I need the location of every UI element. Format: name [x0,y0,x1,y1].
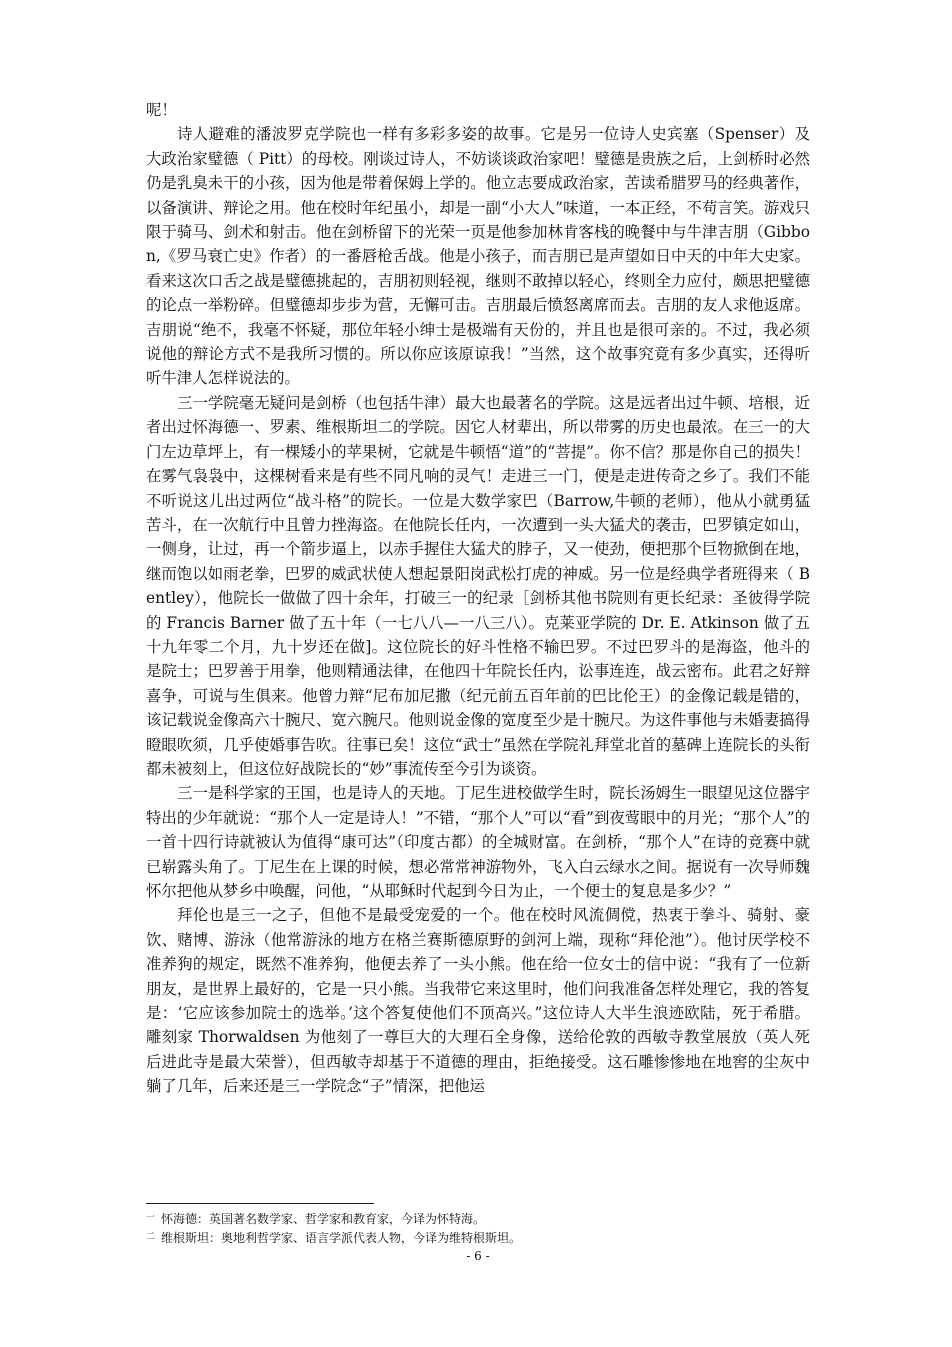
footnote-marker: 一 [146,1213,156,1223]
footnote-text: 怀海德：英国著名数学家、哲学家和教育家，今译为怀特海。 [161,1212,486,1226]
paragraph-trinity: 三一学院毫无疑问是剑桥（也包括牛津）最大也最著名的学院。这是远者出过牛顿、培根，近者出过怀海德一、罗素、维根斯坦二的学院。因它人材辈出，所以带雾的历史也最浓。在三一的大门左边草坪上，有一棵矮小的苹果树，它就是牛顿悟“道”的“菩提”。你不信？那是你自己的损失！在雾气袅袅中，这棵树看来是有些不同凡响的灵气！走进三一门，便是走进传奇之乡了。我们不能不听说这儿出过两位“战斗格”的院长。一位是大数学家巴（Barrow,牛顿的老师），他从小就勇猛苦斗，在一次航行中且曾力挫海盗。在他院长任内，一次遭到一头大猛犬的袭击，巴罗镇定如山，一侧身，让过，再一个箭步逼上，以赤手握住大猛犬的脖子，又一使劲，便把那个巨物掀倒在地，继而饱以如雨老拳，巴罗的威武状使人想起景阳岗武松打虎的神威。另一位是经典学者班得来（ Bentley），他院长一做做了四十余年，打破三一的纪录［剑桥其他书院则有更长纪录：圣彼得学院的 Francis Barner 做了五十年（一七八八—一八三八）。克莱亚学院的 Dr. E. Atkinson 做了五十九年零二个月，九十岁还在做]。这位院长的好斗性格不输巴罗。不过巴罗斗的是海盗，他斗的是院士；巴罗善于用拳，他则精通法律，在他四十年院长任内，讼事连连，战云密布。此君之好辩喜争，可说与生俱来。他曾力辩“尼布加尼撒（纪元前五百年前的巴比伦王）的金像记载是错的，该记载说金像高六十腕尺、宽六腕尺。他则说金像的宽度至少是十腕尺。为这件事他与未婚妻搞得瞪眼吹须，几乎使婚事告吹。往事已矣！这位“武士”虽然在学院礼拜堂北首的墓碑上连院长的头衔都未被刻上，但这位好战院长的“妙”事流传至今引为谈资。 [146,393,810,778]
footnotes [146,1209,810,1247]
footnote-text: 维根斯坦：奥地利哲学家、语言学派代表人物，今译为维特根斯坦。 [161,1231,522,1245]
paragraph-byron: 拜伦也是三一之子，但他不是最受宠爱的一个。他在校时风流倜傥，热衷于拳斗、骑射、豪饮、赌博、游泳（他常游泳的地方在格兰赛斯德原野的剑河上端，现称“拜伦池”）。他讨厌学校不准养狗的规定，既然不准养狗，他便去养了一头小熊。他在给一位女士的信中说：“我有了一位新朋友，是世界上最好的，它是一只小熊。当我带它来这里时，他们问我准备怎样处理它，我的答复是：‘它应该参加院士的选举。’这个答复使他们不顶高兴。”这位诗人大半生浪迹欧陆，死于希腊。雕刻家 Thorwaldsen 为他刻了一尊巨大的大理石全身像，送给伦敦的西敏寺教堂展放（英人死后进此寺是最大荣誉），但西敏寺却基于不道德的理由，拒绝接受。这石雕惨惨地在地窖的尘灰中躺了几年，后来还是三一学院念“子”情深，把他运 [146,906,810,1096]
paragraph-pembroke: 诗人避难的潘波罗克学院也一样有多彩多姿的故事。它是另一位诗人史宾塞（Spenser）及大政治家璧德（ Pitt）的母校。刚谈过诗人，不妨谈谈政治家吧！璧德是贵族之后，上剑桥时必然仍是乳臭未干的小孩，因为他是带着保姆上学的。他立志要成政治家，苦读希腊罗马的经典著作，以备演讲、辩论之用。他在校时年纪虽小，却是一副“小大人”味道，一本正经，不苟言笑。游戏只限于骑马、剑术和射击。他在剑桥留下的光荣一页是他参加林肯客栈的晚餐中与牛津吉朋（Gibbon,《罗马衰亡史》作者）的一番唇枪舌战。他是小孩子，而吉朋已是声望如日中天的中年大史家。看来这次口舌之战是璧德挑起的，吉朋初则轻视，继则不敢掉以轻心，终则全力应付，颇思把璧德的论点一举粉碎。但璧德却步步为营，无懈可击。吉朋最后愤怒离席而去。吉朋的友人求他返席。吉朋说“绝不，我毫不怀疑，那位年轻小绅士是极端有天份的，并且也是很可亲的。不过，我必须说他的辩论方式不是我所习惯的。所以你应该原谅我！”当然，这个故事究竟有多少真实，还得听听牛津人怎样说法的。 [146,125,810,388]
footnote-divider [146,1203,374,1204]
footnote-marker: 二 [146,1232,156,1242]
paragraph-continuation: 呢！ [146,101,177,119]
paragraph-tennyson: 三一是科学家的王国，也是诗人的天地。丁尼生进校做学生时，院长汤姆生一眼望见这位器宇特出的少年就说：“那个人一定是诗人！”不错，“那个人”可以“看”到夜莺眼中的月光；“那个人”的一首十四行诗就被认为值得“康可达”（印度古都）的全城财富。在剑桥，“那个人”在诗的竞赛中就已崭露头角了。丁尼生在上课的时候，想必常常神游物外，飞入白云绿水之间。据说有一次导师魏怀尔把他从梦乡中唤醒，问他，“从耶稣时代起到今日为止，一个便士的复息是多少？” [146,784,810,900]
page-number: - 6 - [466,1249,490,1263]
footnote-item [146,1228,810,1247]
footnote-item [146,1209,810,1228]
body-text [146,98,810,1099]
